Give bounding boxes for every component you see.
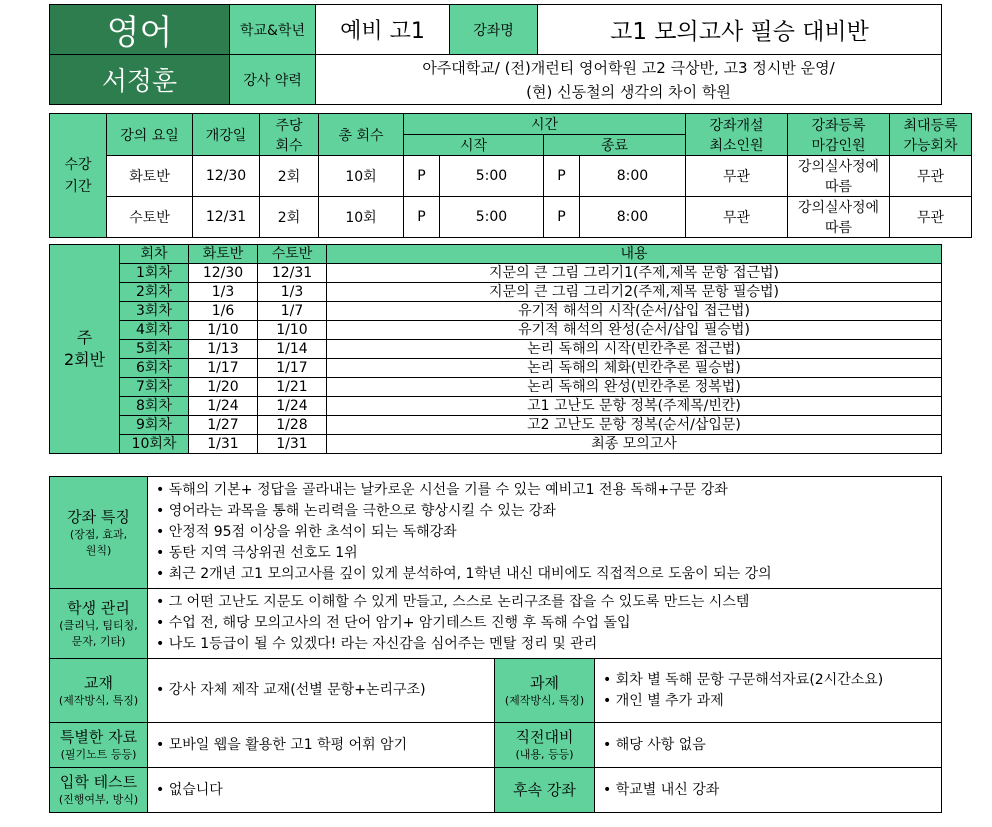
session-a: 1/31 — [189, 435, 258, 454]
hdr-weekly — [260, 114, 319, 156]
entrance-test-title: 입학 테스트 — [59, 773, 138, 791]
session-no: 6회차 — [120, 359, 189, 378]
cell-start-date: 12/30 — [193, 156, 260, 197]
teacher-name: 서정훈 — [101, 67, 178, 97]
prev-prep-value: • 해당 사항 없음 — [595, 723, 942, 768]
session-content: 고1 고난도 문항 정복(주제목/빈칸) — [327, 397, 942, 416]
cell-min: 무관 — [686, 156, 788, 197]
follow-course-title: 후속 강좌 — [513, 781, 576, 799]
header-table — [49, 4, 942, 105]
hdr-time: 시간 — [404, 114, 686, 135]
session-a: 1/13 — [189, 340, 258, 359]
cell-weekly: 2회 — [260, 156, 319, 197]
session-b: 1/3 — [258, 283, 327, 302]
session-a: 1/10 — [189, 321, 258, 340]
subject-label: 영어 — [106, 13, 173, 53]
session-b: 1/24 — [258, 397, 327, 416]
student-mgmt-sub1: (클리닉, 팀티칭, — [59, 618, 138, 632]
homework-label — [495, 659, 595, 723]
session-row — [50, 378, 942, 397]
session-b: 1/17 — [258, 359, 327, 378]
cell-deadline — [788, 197, 890, 238]
session-row — [50, 397, 942, 416]
cell-deadline — [788, 156, 890, 197]
list-item: • 수업 전, 해당 모의고사의 전 단어 암기+ 암기테스트 진행 후 독해 수업 돌입 — [156, 615, 631, 631]
special-material-label — [50, 723, 148, 768]
special-material-value: • 모바일 웹을 활용한 고1 학평 어휘 암기 — [148, 723, 495, 768]
list-item: • 회차 별 독해 문항 구문해석자료(2시간소요) — [603, 671, 884, 688]
hdr-min-2: 최소인원 — [709, 137, 764, 154]
bio-label: 강사 약력 — [230, 55, 316, 105]
textbook-sub: (제작방식, 특징) — [58, 693, 139, 707]
hdr-maxreg-1: 최대등록 — [903, 117, 958, 134]
cell-maxreg: 무관 — [890, 156, 972, 197]
list-item: • 동탄 지역 극상위권 선호도 1위 — [156, 545, 358, 561]
prev-prep-sub: (내용, 등등) — [515, 748, 574, 761]
cell-deadline-2: 따름 — [824, 179, 853, 195]
session-row — [50, 359, 942, 378]
cell-total: 10회 — [319, 197, 404, 238]
hdr-maxreg-2: 가능회차 — [903, 137, 958, 154]
session-b: 1/28 — [258, 416, 327, 435]
course-value: 고1 모의고사 필승 대비반 — [538, 5, 942, 55]
entrance-test-label — [50, 768, 148, 813]
session-no: 10회차 — [120, 435, 189, 454]
session-no: 4회차 — [120, 321, 189, 340]
bio-line-1: 아주대학교/ (전)개런티 영어학원 고2 극상반, 고3 정시반 운영/ — [422, 58, 835, 77]
student-mgmt-list — [148, 589, 942, 659]
hdr-start-date: 개강일 — [193, 114, 260, 156]
schedule-table — [49, 113, 972, 238]
sessions-row-label-2: 2회반 — [63, 350, 106, 369]
session-b: 1/14 — [258, 340, 327, 359]
session-a: 1/24 — [189, 397, 258, 416]
student-mgmt-label — [50, 589, 148, 659]
cell-total: 10회 — [319, 156, 404, 197]
cell-maxreg: 무관 — [890, 197, 972, 238]
session-no: 5회차 — [120, 340, 189, 359]
grade-label: 학교&학년 — [230, 5, 316, 55]
list-item: • 최근 2개년 고1 모의고사를 깊이 있게 분석하여, 1학년 내신 대비에도 직접적으로 도움이 되는 강의 — [156, 566, 772, 582]
session-content: 지문의 큰 그림 그리기1(주제,제목 문항 접근법) — [327, 264, 942, 283]
session-content: 유기적 해석의 완성(순서/삽입 필승법) — [327, 321, 942, 340]
session-a: 1/27 — [189, 416, 258, 435]
schedule-row — [50, 197, 972, 238]
hdr-day: 강의 요일 — [107, 114, 193, 156]
subject-cell — [50, 5, 230, 55]
session-row — [50, 302, 942, 321]
session-content: 고2 고난도 문항 정복(순서/삽입문) — [327, 416, 942, 435]
list-item: • 그 어떤 고난도 지문도 이해할 수 있게 만들고, 스스로 논리구조를 잡을 수 있도록 만드는 시스템 — [156, 594, 750, 610]
cell-deadline-2: 따름 — [824, 220, 853, 236]
session-no: 9회차 — [120, 416, 189, 435]
session-a: 1/20 — [189, 378, 258, 397]
course-feature-sub2: 원칙) — [85, 543, 112, 557]
session-content: 지문의 큰 그림 그리기2(주제,제목 문항 필승법) — [327, 283, 942, 302]
student-mgmt-sub2: 문자, 기타) — [71, 634, 126, 648]
cell-start-date: 12/31 — [193, 197, 260, 238]
hdr-deadline — [788, 114, 890, 156]
session-no: 8회차 — [120, 397, 189, 416]
session-a: 1/6 — [189, 302, 258, 321]
session-row — [50, 321, 942, 340]
course-feature-title: 강좌 특징 — [67, 507, 130, 526]
entrance-test-value: • 없습니다 — [148, 768, 495, 813]
cell-end-ap: P — [544, 156, 580, 197]
session-b: 1/10 — [258, 321, 327, 340]
cell-start-time: 5:00 — [440, 156, 544, 197]
cell-deadline-1: 강의실사정에 — [797, 200, 880, 216]
session-a: 1/3 — [189, 283, 258, 302]
special-material-sub: (필기노트 등등) — [60, 748, 137, 761]
follow-course-label — [495, 768, 595, 813]
session-no: 7회차 — [120, 378, 189, 397]
homework-sub: (제작방식, 특징) — [504, 693, 585, 707]
session-a: 1/17 — [189, 359, 258, 378]
hdr-weekly-2: 회수 — [275, 137, 303, 154]
cell-min: 무관 — [686, 197, 788, 238]
cell-start-ap: P — [404, 156, 440, 197]
hdr-deadline-2: 마감인원 — [811, 137, 866, 154]
bio-value — [316, 55, 942, 105]
cell-day: 수토반 — [107, 197, 193, 238]
list-item: • 나도 1등급이 될 수 있겠다! 라는 자신감을 심어주는 멘탈 정리 및 관리 — [156, 636, 598, 652]
cell-day: 화토반 — [107, 156, 193, 197]
session-row — [50, 283, 942, 302]
ses-hdr-content: 내용 — [327, 245, 942, 264]
course-label: 강좌명 — [450, 5, 538, 55]
session-b: 1/7 — [258, 302, 327, 321]
hdr-maxreg — [890, 114, 972, 156]
grade-value: 예비 고1 — [316, 5, 450, 55]
session-content: 논리 독해의 체화(빈칸추론 필승법) — [327, 359, 942, 378]
session-row — [50, 416, 942, 435]
features-table — [49, 476, 942, 813]
sessions-row-label — [50, 245, 120, 454]
entrance-test-sub: (진행여부, 방식) — [58, 793, 139, 806]
hdr-start: 시작 — [404, 135, 544, 156]
student-mgmt-title: 학생 관리 — [67, 598, 130, 617]
course-feature-label — [50, 477, 148, 589]
teacher-cell — [50, 55, 230, 105]
hdr-end: 종료 — [544, 135, 686, 156]
follow-course-value: • 학교별 내신 강좌 — [595, 768, 942, 813]
cell-end-time: 8:00 — [580, 156, 686, 197]
hdr-deadline-1: 강좌등록 — [811, 117, 866, 134]
list-item: • 독해의 기본+ 정답을 골라내는 날카로운 시선을 기를 수 있는 예비고1 전용 독해+구문 강좌 — [156, 482, 728, 498]
hdr-total: 총 회수 — [319, 114, 404, 156]
session-content: 논리 독해의 완성(빈칸추론 정복법) — [327, 378, 942, 397]
schedule-row — [50, 156, 972, 197]
ses-hdr-a: 화토반 — [189, 245, 258, 264]
textbook-title: 교재 — [84, 673, 113, 692]
homework-title: 과제 — [530, 673, 559, 692]
session-no: 3회차 — [120, 302, 189, 321]
course-feature-sub1: (장점, 효과, — [69, 527, 128, 541]
session-content: 최종 모의고사 — [327, 435, 942, 454]
schedule-row-label — [50, 114, 107, 238]
sessions-table — [49, 244, 942, 454]
cell-deadline-1: 강의실사정에 — [797, 159, 880, 175]
prev-prep-label — [495, 723, 595, 768]
list-item: • 안정적 95점 이상을 위한 초석이 되는 독해강좌 — [156, 524, 457, 540]
cell-start-ap: P — [404, 197, 440, 238]
session-row — [50, 264, 942, 283]
session-no: 2회차 — [120, 283, 189, 302]
bio-line-2: (현) 신동철의 생각의 차이 학원 — [526, 82, 731, 101]
session-row — [50, 340, 942, 359]
cell-end-time: 8:00 — [580, 197, 686, 238]
schedule-row-label-text: 수강 기간 — [64, 156, 92, 195]
cell-end-ap: P — [544, 197, 580, 238]
session-b: 1/31 — [258, 435, 327, 454]
textbook-label — [50, 659, 148, 723]
session-b: 12/31 — [258, 264, 327, 283]
sessions-row-label-1: 주 — [76, 328, 93, 347]
session-row — [50, 435, 942, 454]
cell-weekly: 2회 — [260, 197, 319, 238]
list-item: • 영어라는 과목을 통해 논리력을 극한으로 향상시킬 수 있는 강좌 — [156, 503, 556, 519]
session-b: 1/21 — [258, 378, 327, 397]
list-item: • 개인 별 추가 과제 — [603, 692, 724, 709]
ses-hdr-no: 회차 — [120, 245, 189, 264]
cell-start-time: 5:00 — [440, 197, 544, 238]
ses-hdr-b: 수토반 — [258, 245, 327, 264]
session-no: 1회차 — [120, 264, 189, 283]
session-a: 12/30 — [189, 264, 258, 283]
hdr-weekly-1: 주당 — [275, 117, 303, 134]
course-feature-list — [148, 477, 942, 589]
special-material-title: 특별한 자료 — [59, 728, 138, 746]
hdr-min-1: 강좌개설 — [709, 117, 764, 134]
textbook-value: • 강사 자체 제작 교재(선별 문항+논리구조) — [148, 659, 495, 723]
prev-prep-title: 직전대비 — [515, 728, 574, 746]
hdr-min — [686, 114, 788, 156]
session-content: 논리 독해의 시작(빈칸추론 접근법) — [327, 340, 942, 359]
session-content: 유기적 해석의 시작(순서/삽입 접근법) — [327, 302, 942, 321]
homework-list — [595, 659, 942, 723]
